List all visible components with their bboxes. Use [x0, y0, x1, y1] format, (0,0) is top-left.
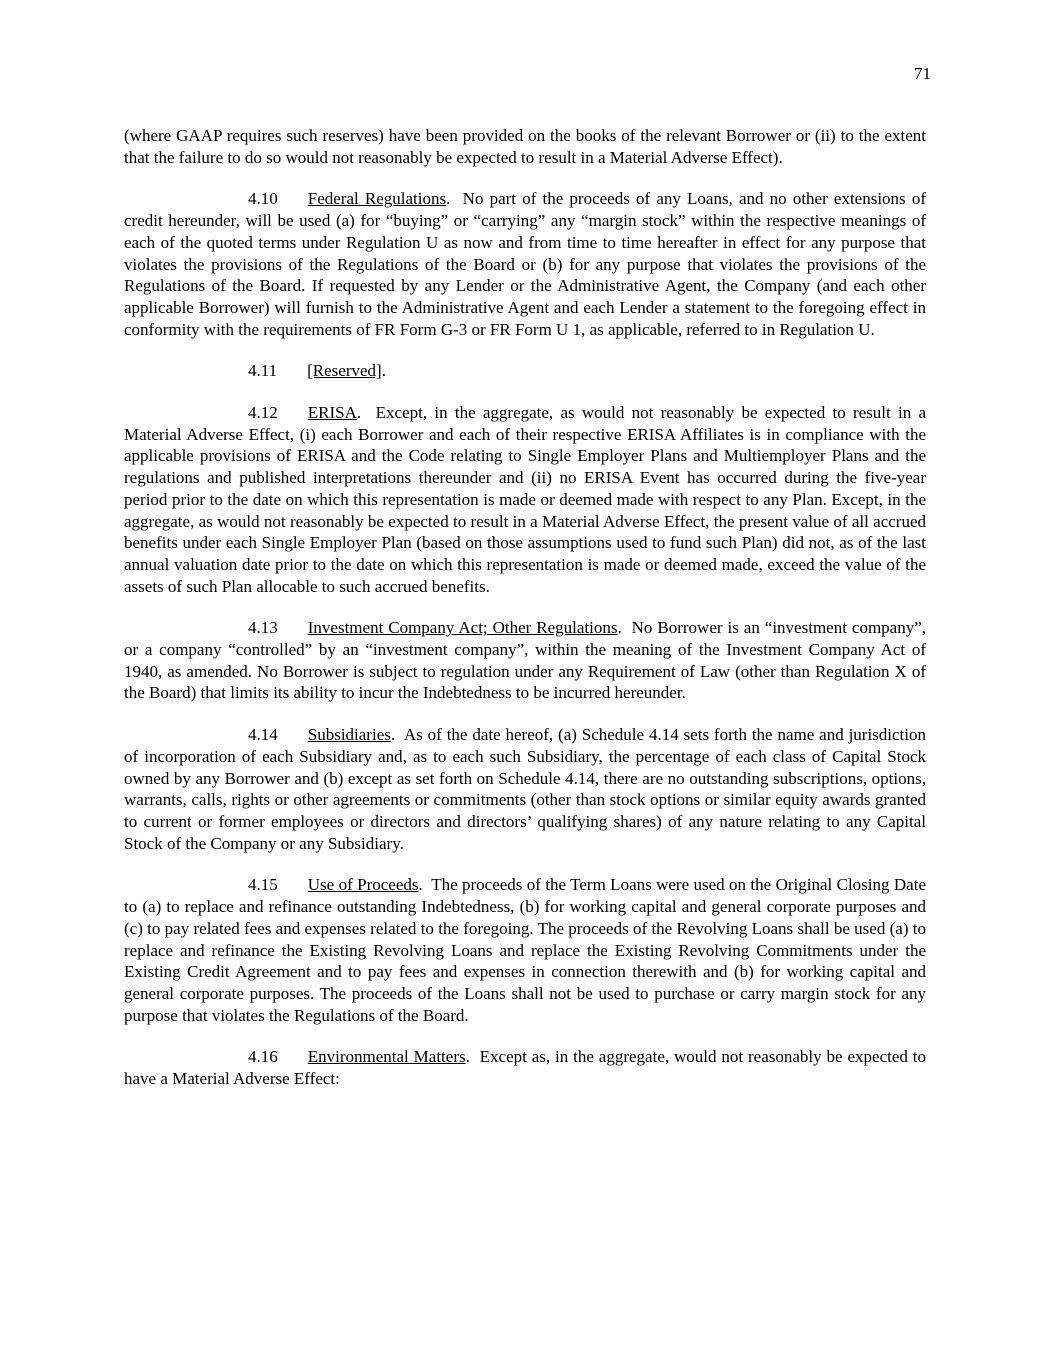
page-number: 71: [914, 64, 931, 83]
section-heading: [278, 403, 357, 422]
document-body: [124, 125, 926, 1090]
section-heading-text: Federal Regulations: [307, 189, 447, 209]
section-text: No Borrower is an “investment company”, or a company “controlled” by an “investment company”, within the meaning of the Investment Company Act of 1940, as amended. No Borrower is subject to regulation under any Requirement of Law (other than Regulation X of the Board) that limits its ability to incur the Indebtedness to be incurred hereunder.: [124, 618, 927, 703]
section-4-15: 4.15 Use of Proceeds. The proceeds of the Term Loans were used on the Original Closing Date to (a) to replace and refinance outstanding Indebtedness, (b) for working capital and general corporate purposes and (c) to pay related fees and expenses related to the foregoing. The proceeds of the Revolving Loans shall be used (a) to replace and refinance the Existing Revolving Loans and replace the Existing Revolving Commitments under the Existing Credit Agreement and to pay fees and expenses in connection therewith and (b) for working capital and general corporate purposes. The proceeds of the Loans shall not be used to purchase or carry margin stock for any purpose that violates the Regulations of the Board.: [124, 875, 926, 1025]
section-4-16: 4.16 Environmental Matters. Except as, in the aggregate, would not reasonably be expected to have a Material Adverse Effect:: [124, 1047, 926, 1089]
section-4-11: 4.11 [Reserved].: [248, 361, 386, 381]
section-heading: [278, 618, 618, 637]
section-number: 4.10: [248, 189, 278, 209]
section-text: Except, in the aggregate, as would not reasonably be expected to result in a Material Adverse Effect, (i) each Borrower and each of their respective ERISA Affiliates is in compliance with the applicable provisions of ERISA and the Code relating to Single Employer Plans and Multiemployer Plans and the regulations and published interpretations thereunder and (ii) no ERISA Event has occurred during the five-year period prior to the date on which this representation is made or deemed made with respect to any Plan. Except, in the aggregate, as would not reasonably be expected to result in a Material Adverse Effect, the present value of all accrued benefits under each Single Employer Plan (based on those assumptions used to fund such Plan) did not, as of the last annual valuation date prior to the date on which this representation is made or deemed made, exceed the value of the assets of such Plan allocable to such accrued benefits.: [124, 403, 927, 596]
section-heading: [278, 875, 419, 894]
section-heading-text: [Reserved]: [307, 361, 382, 381]
section-number: 4.11: [248, 361, 278, 381]
section-heading: [278, 189, 446, 208]
section-text: Except as, in the aggregate, would not reasonably be expected to have a Material Adverse Effect:: [124, 1047, 926, 1089]
section-heading-text: Environmental Matters: [307, 1047, 466, 1067]
section-text: As of the date hereof, (a) Schedule 4.14 sets forth the name and jurisdiction of incorporation of each Subsidiary and, as to each such Subsidiary, the percentage of each class of Capital Stock owned by any Borrower and (b) except as set forth on Schedule 4.14, there are no outstanding subscriptions, options, warrants, calls, rights or other agreements or commitments (other than stock options or similar equity awards granted to current or former employees or directors and directors’ qualifying shares) of any nature relating to any Capital Stock of the Company or any Subsidiary.: [124, 725, 927, 853]
intro-paragraph: (where GAAP requires such reserves) have been provided on the books of the relevant Borrower or (ii) to the extent that the failure to do so would not reasonably be expected to result in a Material Adverse Effect).: [124, 126, 926, 167]
section-number: 4.15: [248, 875, 278, 895]
section-4-13: 4.13 Investment Company Act; Other Regulations. No Borrower is an “investment company”, or a company “controlled” by an “investment company”, within the meaning of the Investment Company Act of 1940, as amended. No Borrower is subject to regulation under any Requirement of Law (other than Regulation X of the Board) that limits its ability to incur the Indebtedness to be incurred hereunder.: [124, 618, 927, 703]
section-4-10: 4.10 Federal Regulations. No part of the proceeds of any Loans, and no other extensions of credit hereunder, will be used (a) for “buying” or “carrying” any “margin stock” within the respective meanings of each of the quoted terms under Regulation U as now and from time to time hereafter in effect for any purpose that violates the provisions of the Regulations of the Board or (b) for any purpose that violates the provisions of the Regulations of the Board. If requested by any Lender or the Administrative Agent, the Company (and each other applicable Borrower) will furnish to the Administrative Agent and each Lender a statement to the foregoing effect in conformity with the requirements of FR Form G-3 or FR Form U 1, as applicable, referred to in Regulation U.: [124, 189, 926, 339]
section-heading: [278, 1047, 466, 1066]
section-number: 4.13: [248, 618, 278, 638]
section-4-14: 4.14 Subsidiaries. As of the date hereof, (a) Schedule 4.14 sets forth the name and jurisdiction of incorporation of each Subsidiary and, as to each such Subsidiary, the percentage of each class of Capital Stock owned by any Borrower and (b) except as set forth on Schedule 4.14, there are no outstanding subscriptions, options, warrants, calls, rights or other agreements or commitments (other than stock options or similar equity awards granted to current or former employees or directors and directors’ qualifying shares) of any nature relating to any Capital Stock of the Company or any Subsidiary.: [124, 725, 927, 853]
section-text: No part of the proceeds of any Loans, and no other extensions of credit hereunder, will be used (a) for “buying” or “carrying” any “margin stock” within the respective meanings of each of the quoted terms under Regulation U as now and from time to time hereafter in effect for any purpose that violates the provisions of the Regulations of the Board or (b) for any purpose that violates the provisions of the Regulations of the Board. If requested by any Lender or the Administrative Agent, the Company (and each other applicable Borrower) will furnish to the Administrative Agent and each Lender a statement to the foregoing effect in conformity with the requirements of FR Form G-3 or FR Form U 1, as applicable, referred to in Regulation U.: [124, 189, 926, 339]
section-heading-text: Subsidiaries: [307, 725, 391, 745]
section-number: 4.12: [248, 403, 278, 423]
section-heading-text: Investment Company Act; Other Regulations: [307, 618, 618, 638]
section-4-12: 4.12 ERISA. Except, in the aggregate, as would not reasonably be expected to result in a Material Adverse Effect, (i) each Borrower and each of their respective ERISA Affiliates is in compliance with the applicable provisions of ERISA and the Code relating to Single Employer Plans and Multiemployer Plans and the regulations and published interpretations thereunder and (ii) no ERISA Event has occurred during the five-year period prior to the date on which this representation is made or deemed made with respect to any Plan. Except, in the aggregate, as would not reasonably be expected to result in a Material Adverse Effect, the present value of all accrued benefits under each Single Employer Plan (based on those assumptions used to fund such Plan) did not, as of the last annual valuation date prior to the date on which this representation is made or deemed made, exceed the value of the assets of such Plan allocable to such accrued benefits.: [124, 403, 927, 596]
section-text: The proceeds of the Term Loans were used on the Original Closing Date to (a) to replace and refinance outstanding Indebtedness, (b) for working capital and general corporate purposes and (c) to pay related fees and expenses related to the foregoing. The proceeds of the Revolving Loans shall be used (a) to replace and refinance the Existing Revolving Loans and replace the Existing Revolving Commitments under the Existing Credit Agreement and to pay fees and expenses in connection therewith and (b) for working capital and general corporate purposes. The proceeds of the Loans shall not be used to purchase or carry margin stock for any purpose that violates the Regulations of the Board.: [124, 875, 926, 1025]
section-number: 4.14: [248, 725, 278, 745]
section-number: 4.16: [248, 1047, 278, 1067]
section-heading: [277, 361, 382, 380]
section-heading-text: Use of Proceeds: [307, 875, 419, 895]
section-heading: [278, 725, 391, 744]
section-heading-text: ERISA: [307, 403, 357, 423]
